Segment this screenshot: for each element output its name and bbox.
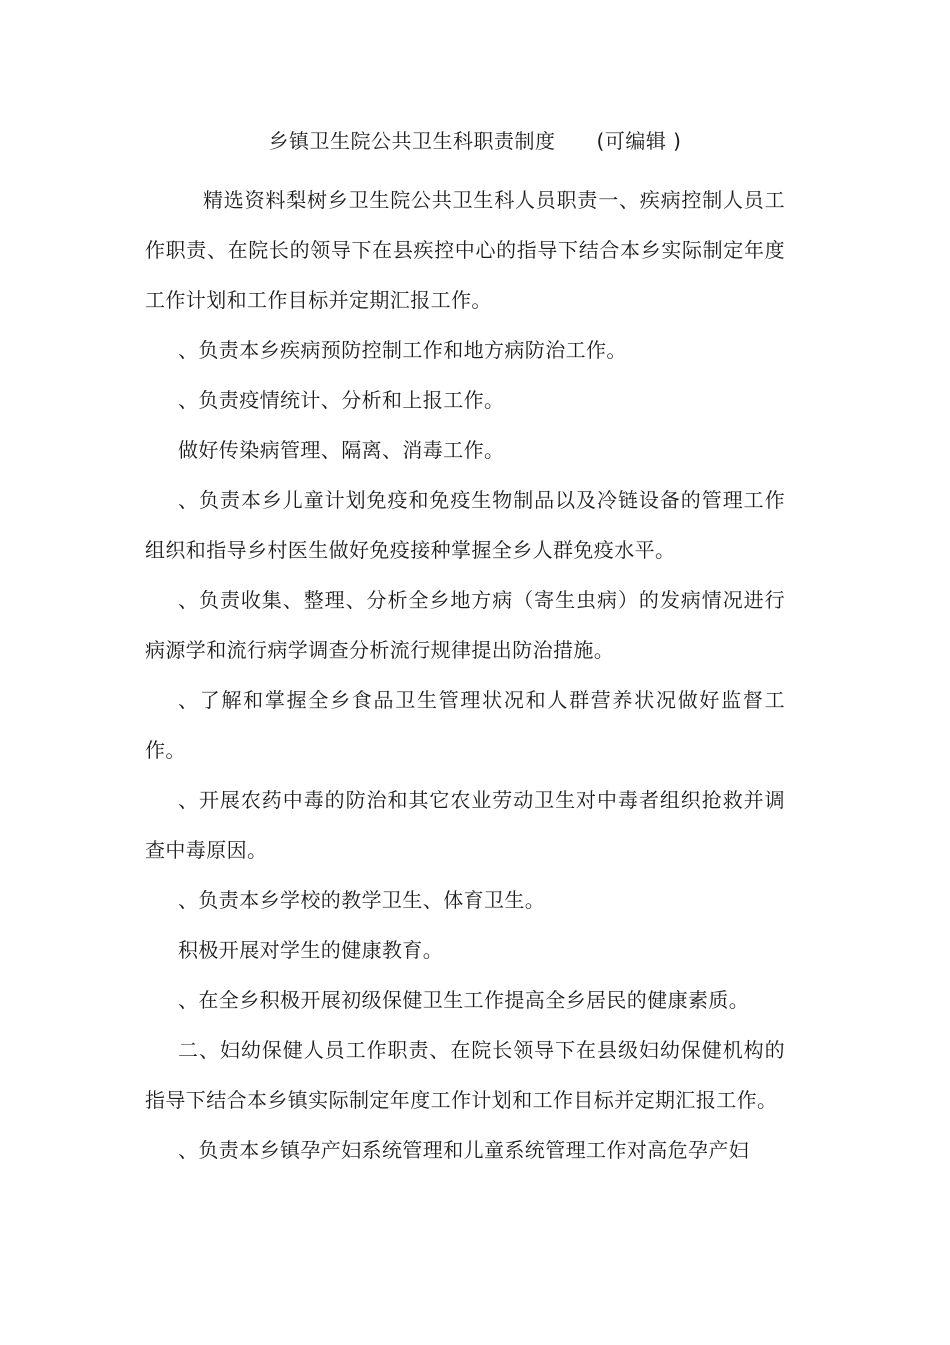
paragraph-health-education: 积极开展对学生的健康教育。: [178, 938, 444, 962]
paragraph-maternal-child-intro: 二、妇幼保健人员工作职责、在院长领导下在县级妇幼保健机构的指导下结合本乡镇实际制定年度工作计划和工作目标并定期汇报工作。: [145, 1038, 785, 1112]
paragraph-primary-care: 、在全乡积极开展初级保健卫生工作提高全乡居民的健康素质。: [178, 988, 750, 1012]
paragraph-endemic-disease: 、负责收集、整理、分析全乡地方病（寄生虫病）的发病情况进行病源学和流行病学调查分析流行规律提出防治措施。: [145, 588, 785, 662]
document-body: [145, 175, 785, 1175]
paragraph-school-hygiene: 、负责本乡学校的教学卫生、体育卫生。: [178, 888, 546, 912]
document-title: 乡镇卫生院公共卫生科职责制度 (可编辑 ): [268, 129, 682, 153]
paragraph-disease-prevention: 、负责本乡疾病预防控制工作和地方病防治工作。: [178, 338, 627, 362]
paragraph-epidemic-statistics: 、负责疫情统计、分析和上报工作。: [178, 388, 505, 412]
paragraph-infectious-disease: 做好传染病管理、隔离、消毒工作。: [178, 438, 505, 462]
paragraph-disease-control-intro: 精选资料梨树乡卫生院公共卫生科人员职责一、疾病控制人员工作职责、在院长的领导下在县疾控中心的指导下结合本乡实际制定年度工作计划和工作目标并定期汇报工作。: [145, 188, 785, 312]
paragraph-pesticide-poisoning: 、开展农药中毒的防治和其它农业劳动卫生对中毒者组织抢救并调查中毒原因。: [145, 788, 785, 862]
paragraph-maternal-management: 、负责本乡镇孕产妇系统管理和儿童系统管理工作对高危孕产妇: [178, 1138, 750, 1162]
paragraph-immunization: 、负责本乡儿童计划免疫和免疫生物制品以及冷链设备的管理工作组织和指导乡村医生做好免疫接种掌握全乡人群免疫水平。: [145, 488, 785, 562]
paragraph-food-hygiene: 、了解和掌握全乡食品卫生管理状况和人群营养状况做好监督工作。: [145, 688, 785, 762]
